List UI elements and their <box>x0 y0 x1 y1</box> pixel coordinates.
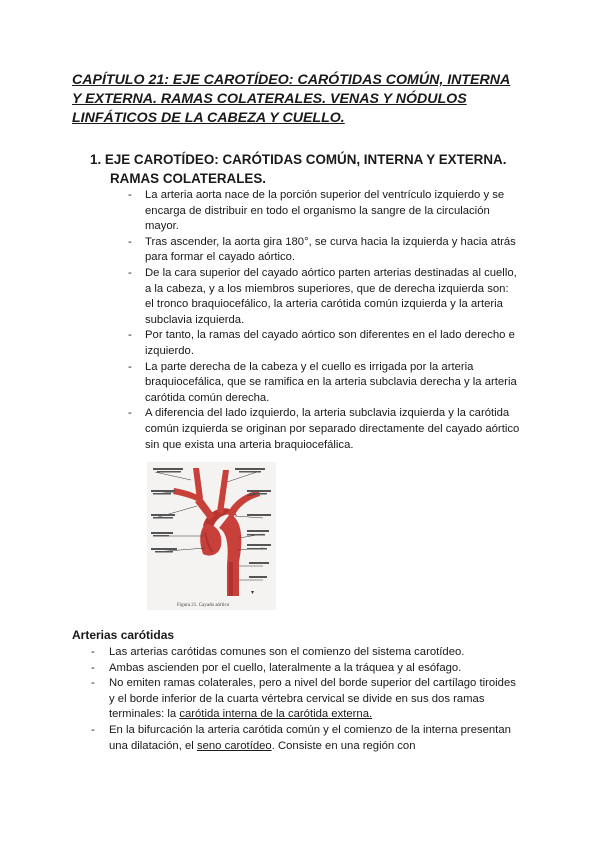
bullet-marker: - <box>91 646 95 658</box>
bullet-text: Tras ascender, la aorta gira 180°, se curva hacia la izquierda y hacia atrás para formar el cayado aórtico. <box>145 235 516 264</box>
bullet-text: No emiten ramas colaterales, pero a nivel del borde superior del cartílago tiroides y el borde inferior de la cuarta vértebra cervical se divide en sus dos ramas terminales: la <box>109 677 516 721</box>
bullet-marker: - <box>91 723 95 736</box>
list-item <box>128 188 520 235</box>
bullet-text: A diferencia del lado izquierdo, la arteria subclavia izquierda y la carótida común izquierda se originan por separado directamente del cayado aórtico sin que exista una arteria braquiocefálica. <box>145 407 520 451</box>
bullet-text: Ambas ascienden por el cuello, lateralmente a la tráquea y al esófago. <box>109 661 462 674</box>
bullet-marker: - <box>91 661 95 674</box>
bullet-marker: - <box>128 189 132 201</box>
chapter-title: CAPÍTULO 21: EJE CAROTÍDEO: CARÓTIDAS COMÚN, INTERNA Y EXTERNA. RAMAS COLATERALES. VENAS Y NÓDULOS LINFÁTICOS DE LA CABEZA Y CUELLO. <box>72 72 511 126</box>
bullet-marker: - <box>128 360 132 373</box>
underlined-term: seno carotídeo <box>196 739 272 752</box>
section-number: 1. <box>90 152 102 167</box>
aortic-arch-figure <box>147 462 276 610</box>
list-item <box>128 406 520 453</box>
bullet-marker: - <box>128 235 132 248</box>
list-item <box>128 266 520 328</box>
carotids-bullet-list <box>91 645 519 754</box>
figure-caption: Figura 21. Cayado aórtico <box>177 603 230 608</box>
bullet-marker: - <box>128 407 132 420</box>
section-heading-text: EJE CAROTÍDEO: CARÓTIDAS COMÚN, INTERNA Y EXTERNA. RAMAS COLATERALES. <box>104 152 507 186</box>
section-bullet-list <box>128 188 520 453</box>
section-heading <box>90 150 510 188</box>
bullet-marker: - <box>128 266 132 279</box>
bullet-marker: - <box>91 677 95 690</box>
aortic-arch-illustration <box>147 462 276 610</box>
list-item <box>91 676 519 723</box>
list-item <box>128 360 520 407</box>
carotids-heading: Arterias carótidas <box>72 628 175 642</box>
list-item <box>91 661 519 677</box>
list-item <box>91 645 519 661</box>
list-item <box>128 235 520 266</box>
bullet-text: Por tanto, la ramas del cayado aórtico son diferentes en el lado derecho e izquierdo. <box>145 329 515 357</box>
arrow-mark: ▾ <box>251 590 255 596</box>
bullet-text: En la bifurcación la arteria carótida común y el comienzo de la interna presentan una dilatación, el <box>109 723 511 752</box>
bullet-text: La parte derecha de la cabeza y el cuello es irrigada por la arteria braquiocefálica, que se ramifica en la arteria subclavia derecha y la arteria carótida común derecha. <box>145 360 517 404</box>
underlined-term: carótida interna de la carótida externa. <box>179 708 373 721</box>
bullet-text: Las arterias carótidas comunes son el comienzo del sistema carotídeo. <box>109 646 465 658</box>
bullet-text: La arteria aorta nace de la porción superior del ventrículo izquierdo y se encarga de distribuir en todo el organismo la sangre de la circulación mayor. <box>145 189 505 233</box>
list-item <box>128 328 520 359</box>
bullet-text: De la cara superior del cayado aórtico parten arterias destinadas al cuello, a la cabeza, y a los miembros superiores, que de derecha izquierda son: el tronco braquiocefálico, la arteria carótida común izquierda y la arteria subclavia izquierda. <box>145 266 517 326</box>
bullet-text: . Consiste en una región con <box>271 739 416 752</box>
bullet-marker: - <box>128 329 132 342</box>
list-item <box>91 723 519 754</box>
